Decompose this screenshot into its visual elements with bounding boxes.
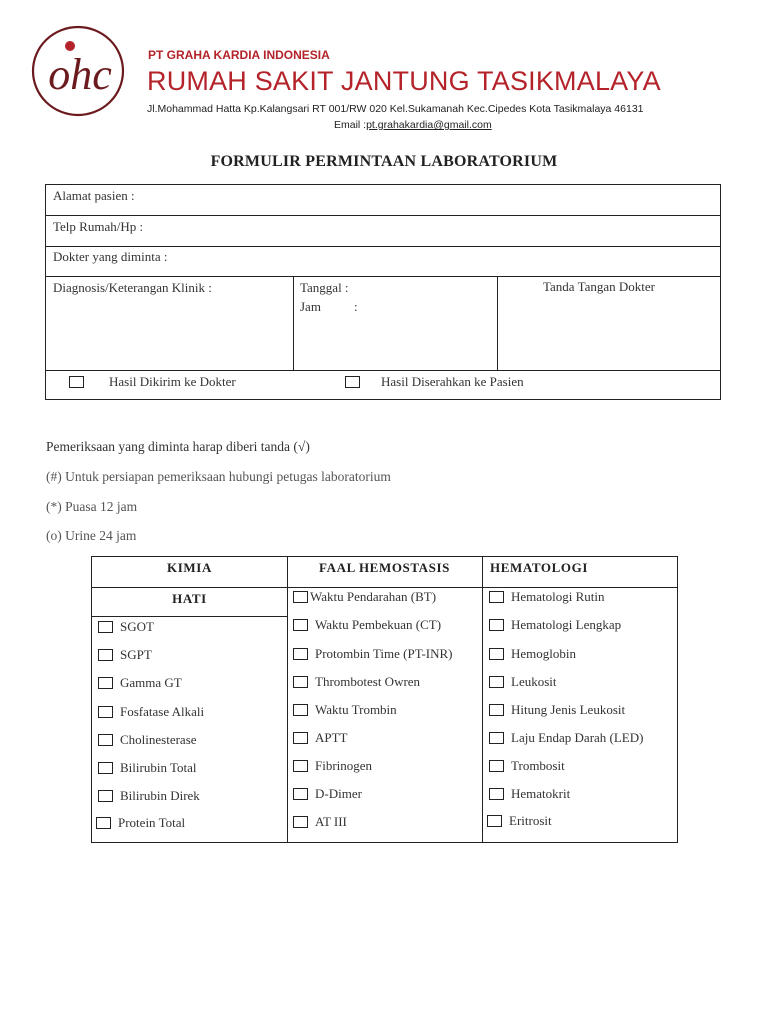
signature-label: Tanda Tangan Dokter [543,279,656,294]
exam-item [293,814,347,830]
exam-checkbox[interactable] [489,619,504,631]
exam-item [98,760,197,776]
email-line [334,119,492,131]
exam-checkbox[interactable] [293,760,308,772]
instruction-note-2: (*) Puasa 12 jam [46,499,138,514]
patient-info-box [45,184,721,400]
exam-checkbox[interactable] [96,817,111,829]
hospital-logo [30,24,126,118]
option-give-to-patient [345,374,524,390]
divider [46,276,720,277]
exam-checkbox[interactable] [293,816,308,828]
exam-checkbox[interactable] [489,732,504,744]
exam-checkbox[interactable] [489,704,504,716]
divider [46,246,720,247]
exam-item [293,730,348,746]
exam-item [98,675,182,691]
exam-item [293,617,441,633]
exam-item [293,702,397,718]
exam-checkbox[interactable] [489,760,504,772]
option-send-to-doctor [69,374,236,390]
exam-item [489,646,576,662]
exam-label: Hematokrit [511,786,571,801]
give-to-patient-checkbox[interactable] [345,376,360,388]
exam-label: Bilirubin Direk [120,788,200,803]
exam-item [293,589,436,605]
column-hemostasis-title: FAAL HEMOSTASIS [319,560,450,575]
exam-label: Laju Endap Darah (LED) [511,730,644,745]
column-hematologi-title: HEMATOLOGI [490,560,588,575]
divider [46,215,720,216]
divider [482,557,483,842]
divider [293,276,294,370]
exam-item [489,674,557,690]
send-to-doctor-label: Hasil Dikirim ke Dokter [109,374,236,389]
instruction-main: Pemeriksaan yang diminta harap diberi tanda (√) [46,439,310,454]
exam-checkbox[interactable] [98,734,113,746]
exam-label: Fibrinogen [315,758,373,773]
exam-item [489,617,621,633]
exam-checkbox[interactable] [293,704,308,716]
exam-item [487,813,552,829]
exam-item [293,674,420,690]
exam-label: Hematologi Rutin [511,589,605,604]
exam-item [293,758,372,774]
exam-checkbox[interactable] [489,676,504,688]
exam-label: Trombosit [511,758,565,773]
exam-checkbox[interactable] [489,648,504,660]
exam-label: Cholinesterase [120,732,197,747]
exam-checkbox[interactable] [293,619,308,631]
exam-label: Thrombotest Owren [315,674,421,689]
send-to-doctor-checkbox[interactable] [69,376,84,388]
exam-checkbox[interactable] [98,706,113,718]
exam-item [489,589,605,605]
divider [497,276,498,370]
divider [46,370,720,371]
exam-item [489,786,570,802]
diagnosis-label: Diagnosis/Keterangan Klinik : [53,280,212,295]
time-colon: : [354,299,358,314]
exam-item [293,786,362,802]
kimia-subtitle-hati: HATI [172,591,207,606]
exam-item [489,758,565,774]
patient-phone-label: Telp Rumah/Hp : [53,219,144,234]
exam-checkbox[interactable] [98,762,113,774]
exam-label: Waktu Pendarahan (BT) [310,589,437,604]
divider [287,557,288,842]
exam-label: Hematologi Lengkap [511,617,622,632]
exam-checkbox[interactable] [98,621,113,633]
exam-item [98,619,154,635]
email-link[interactable]: pt.grahakardia@gmail.com [366,119,492,131]
exam-label: Protein Total [118,815,186,830]
exam-checkbox[interactable] [293,648,308,660]
exam-label: Gamma GT [120,675,182,690]
exam-label: SGPT [120,647,152,662]
exam-label: D-Dimer [315,786,362,801]
exam-item [98,647,152,663]
exam-checkbox[interactable] [489,591,504,603]
exam-label: Hitung Jenis Leukosit [511,702,626,717]
hospital-name: RUMAH SAKIT JANTUNG TASIKMALAYA [147,66,661,96]
column-kimia-title: KIMIA [167,560,212,575]
exam-item [96,815,185,831]
form-title: FORMULIR PERMINTAAN LABORATORIUM [210,153,558,170]
exam-item [293,646,453,662]
exam-checkbox[interactable] [293,788,308,800]
exam-label: Hemoglobin [511,646,576,661]
exam-label: Bilirubin Total [120,760,197,775]
exam-item [98,788,200,804]
exam-checkbox[interactable] [98,790,113,802]
email-label: Email : [334,119,367,131]
exam-item [98,704,204,720]
exam-label: Waktu Pembekuan (CT) [315,617,442,632]
exam-label: APTT [315,730,348,745]
exam-item [489,730,643,746]
hospital-address: Jl.Mohammad Hatta Kp.Kalangsari RT 001/RW 020 Kel.Sukamanah Kec.Cipedes Kota Tasikmalaya 46131 [147,103,644,115]
requested-doctor-label: Dokter yang diminta : [53,249,168,264]
exam-checkbox[interactable] [98,677,113,689]
exam-label: Protombin Time (PT-INR) [315,646,453,661]
time-label: Jam [300,299,321,314]
exam-checkbox[interactable] [293,591,308,603]
exam-table [91,556,678,843]
exam-checkbox[interactable] [293,676,308,688]
exam-label: Leukosit [511,674,557,689]
company-name: PT GRAHA KARDIA INDONESIA [148,48,330,62]
exam-checkbox[interactable] [293,732,308,744]
logo-text: ohc [48,50,112,99]
patient-address-label: Alamat pasien : [53,188,135,203]
exam-label: Eritrosit [509,813,552,828]
exam-label: Fosfatase Alkali [120,704,205,719]
exam-label: SGOT [120,619,154,634]
exam-item [489,702,625,718]
exam-checkbox[interactable] [98,649,113,661]
exam-label: AT III [315,814,347,829]
exam-item [98,732,197,748]
instruction-note-1: (#) Untuk persiapan pemeriksaan hubungi petugas laboratorium [46,469,391,484]
exam-label: Waktu Trombin [315,702,397,717]
instruction-note-3: (o) Urine 24 jam [46,528,137,543]
give-to-patient-label: Hasil Diserahkan ke Pasien [381,374,524,389]
exam-checkbox[interactable] [489,788,504,800]
exam-checkbox[interactable] [487,815,502,827]
date-label: Tanggal : [300,280,349,295]
